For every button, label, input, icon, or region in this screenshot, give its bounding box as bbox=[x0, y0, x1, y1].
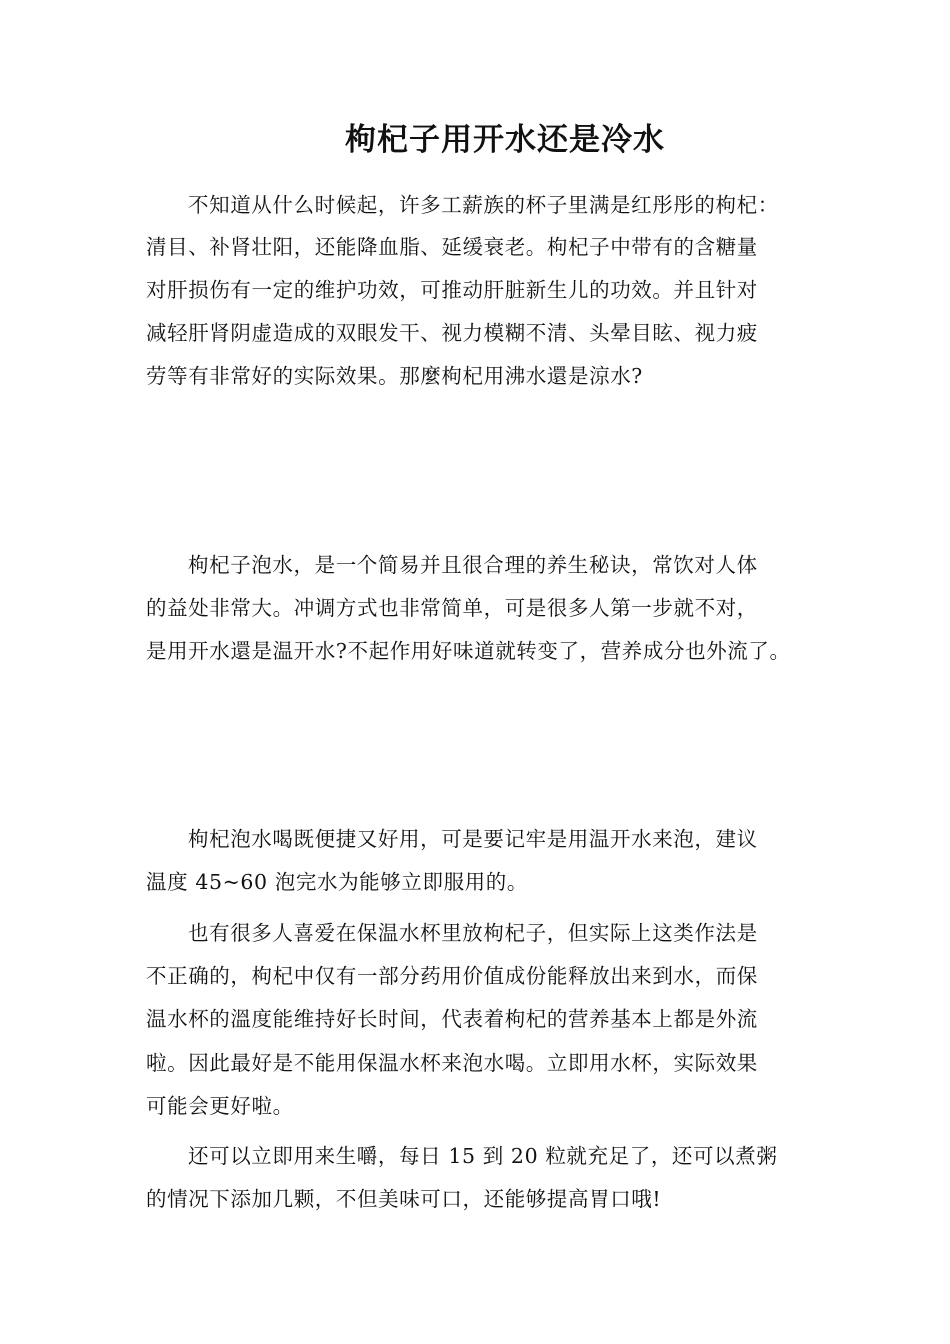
paragraph-4-line-1: 也有很多人喜爱在保温水杯里放枸杞子，但实际上这类作法是 bbox=[188, 921, 758, 945]
paragraph-5-line-1: 还可以立即用来生嚼，每日 15 到 20 粒就充足了，还可以煮粥 bbox=[188, 1144, 778, 1168]
paragraph-5-line-2: 的情况下添加几颗，不但美味可口，还能够提高胃口哦! bbox=[146, 1187, 662, 1211]
paragraph-1-line-2: 清目、补肾壮阳，还能降血脂、延缓衰老。枸杞子中带有的含糖量 bbox=[146, 235, 758, 259]
paragraph-2-line-2: 的益处非常大。冲调方式也非常简单，可是很多人第一步就不对， bbox=[146, 596, 758, 620]
paragraph-1-line-4: 减轻肝肾阴虚造成的双眼发干、视力模糊不清、头晕目眩、视力疲 bbox=[146, 321, 758, 345]
paragraph-1-line-5: 劳等有非常好的实际效果。那麼枸杞用沸水還是涼水? bbox=[146, 364, 643, 388]
paragraph-4-line-2: 不正确的，枸杞中仅有一部分药用价值成份能释放出来到水，而保 bbox=[146, 964, 758, 988]
paragraph-3-line-2: 温度 45~60 泡完水为能够立即服用的。 bbox=[146, 870, 528, 894]
paragraph-2-line-3: 是用开水還是温开水?不起作用好味道就转变了，营养成分也外流了。 bbox=[146, 639, 791, 663]
paragraph-4-line-3: 温水杯的溫度能维持好长时间，代表着枸杞的营养基本上都是外流 bbox=[146, 1007, 758, 1031]
document-title: 枸杞子用开水还是冷水 bbox=[345, 122, 665, 158]
paragraph-4-line-5: 可能会更好啦。 bbox=[146, 1094, 294, 1118]
paragraph-2-line-1: 枸杞子泡水，是一个简易并且很合理的养生秘诀，常饮对人体 bbox=[188, 553, 758, 577]
paragraph-4-line-4: 啦。因此最好是不能用保温水杯来泡水喝。立即用水杯，实际效果 bbox=[146, 1051, 758, 1075]
paragraph-3-line-1: 枸杞泡水喝既便捷又好用，可是要记牢是用温开水来泡，建议 bbox=[188, 827, 758, 851]
paragraph-1-line-3: 对肝损伤有一定的维护功效，可推动肝脏新生儿的功效。并且针对 bbox=[146, 278, 758, 302]
paragraph-1-line-1: 不知道从什么时候起，许多工薪族的杯子里满是红彤彤的枸杞： bbox=[188, 193, 779, 217]
